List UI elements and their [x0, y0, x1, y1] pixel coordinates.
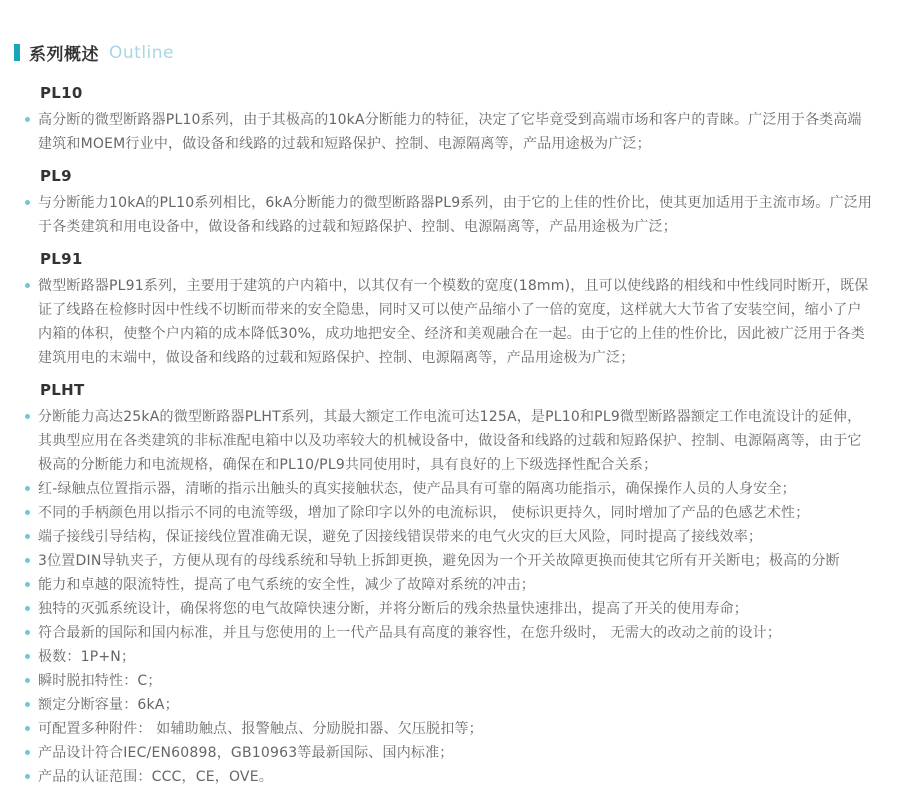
bullet-item: 额定分断容量：6kA；	[38, 693, 875, 717]
section-heading: PL91	[40, 250, 83, 268]
bullet-item: 分断能力高达25kA的微型断路器PLHT系列，其最大额定工作电流可达125A，是PL10和PL9微型断路器额定工作电流设计的延伸，其典型应用在各类建筑的非标准配电箱中以及功率较大的机械设备中，做设备和线路的过载和短路保护、控制、电源隔离等，由于它极高的分断能力和电流规格，确保在和PL10/PL9共同使用时，具有良好的上下级选择性配合关系；	[38, 405, 875, 477]
section-heading: PLHT	[40, 381, 85, 399]
bullet-item: 微型断路器PL91系列，主要用于建筑的户内箱中，以其仅有一个模数的宽度(18mm)，且可以使线路的相线和中性线同时断开，既保证了线路在检修时因中性线不切断而带来的安全隐患，同时又可以使产品缩小了一倍的宽度，这样就大大节省了安装空间，缩小了户内箱的体积，使整个户内箱的成本降低30%，成功地把安全、经济和美观融合在一起。由于它的上佳的性价比，因此被广泛用于各类建筑用电的末端中，做设备和线路的过载和短路保护、控制、电源隔离等，产品用途极为广泛；	[38, 274, 875, 370]
bullet-item: 红-绿触点位置指示器，清晰的指示出触头的真实接触状态，使产品具有可靠的隔离功能指示，确保操作人员的人身安全；	[38, 477, 875, 501]
section-pl10	[38, 84, 875, 156]
bullet-list	[38, 108, 875, 156]
bullet-list	[38, 274, 875, 370]
section-heading: PL10	[40, 84, 83, 102]
section-header	[14, 40, 875, 65]
section-pl91	[38, 250, 875, 370]
page-title: 系列概述	[29, 45, 99, 65]
bullet-list	[38, 405, 875, 789]
bullet-list	[38, 191, 875, 239]
accent-bar-icon	[14, 44, 20, 61]
bullet-item: 与分断能力10kA的PL10系列相比，6kA分断能力的微型断路器PL9系列，由于它的上佳的性价比，使其更加适用于主流市场。广泛用于各类建筑和用电设备中，做设备和线路的过载和短路保护、控制、电源隔离等，产品用途极为广泛；	[38, 191, 875, 239]
bullet-item: 产品的认证范围：CCC，CE，OVE。	[38, 765, 875, 789]
bullet-item: 符合最新的国际和国内标准，并且与您使用的上一代产品具有高度的兼容性，在您升级时， 无需大的改动之前的设计；	[38, 621, 875, 645]
bullet-item: 独特的灭弧系统设计，确保将您的电气故障快速分断，并将分断后的残余热量快速排出，提高了开关的使用寿命；	[38, 597, 875, 621]
section-pl9	[38, 167, 875, 239]
bullet-item: 能力和卓越的限流特性，提高了电气系统的安全性，减少了故障对系统的冲击；	[38, 573, 875, 597]
bullet-item: 产品设计符合IEC/EN60898，GB10963等最新国际、国内标准；	[38, 741, 875, 765]
bullet-item: 端子接线引导结构，保证接线位置准确无误，避免了因接线错误带来的电气火灾的巨大风险，同时提高了接线效率；	[38, 525, 875, 549]
section-plht	[38, 381, 875, 789]
bullet-item: 可配置多种附件： 如辅助触点、报警触点、分励脱扣器、欠压脱扣等；	[38, 717, 875, 741]
bullet-item: 极数：1P+N；	[38, 645, 875, 669]
content	[14, 84, 875, 789]
bullet-item: 3位置DIN导轨夹子，方便从现有的母线系统和导轨上拆卸更换，避免因为一个开关故障更换而使其它所有开关断电；极高的分断	[38, 549, 875, 573]
bullet-item: 不同的手柄颜色用以指示不同的电流等级，增加了除印字以外的电流标识， 使标识更持久，同时增加了产品的色感艺术性；	[38, 501, 875, 525]
bullet-item: 高分断的微型断路器PL10系列，由于其极高的10kA分断能力的特征，决定了它毕竟受到高端市场和客户的青睐。广泛用于各类高端建筑和MOEM行业中，做设备和线路的过载和短路保护、控制、电源隔离等，产品用途极为广泛；	[38, 108, 875, 156]
section-heading: PL9	[40, 167, 72, 185]
page-title-en: Outline	[109, 42, 175, 63]
bullet-item: 瞬时脱扣特性：C；	[38, 669, 875, 693]
